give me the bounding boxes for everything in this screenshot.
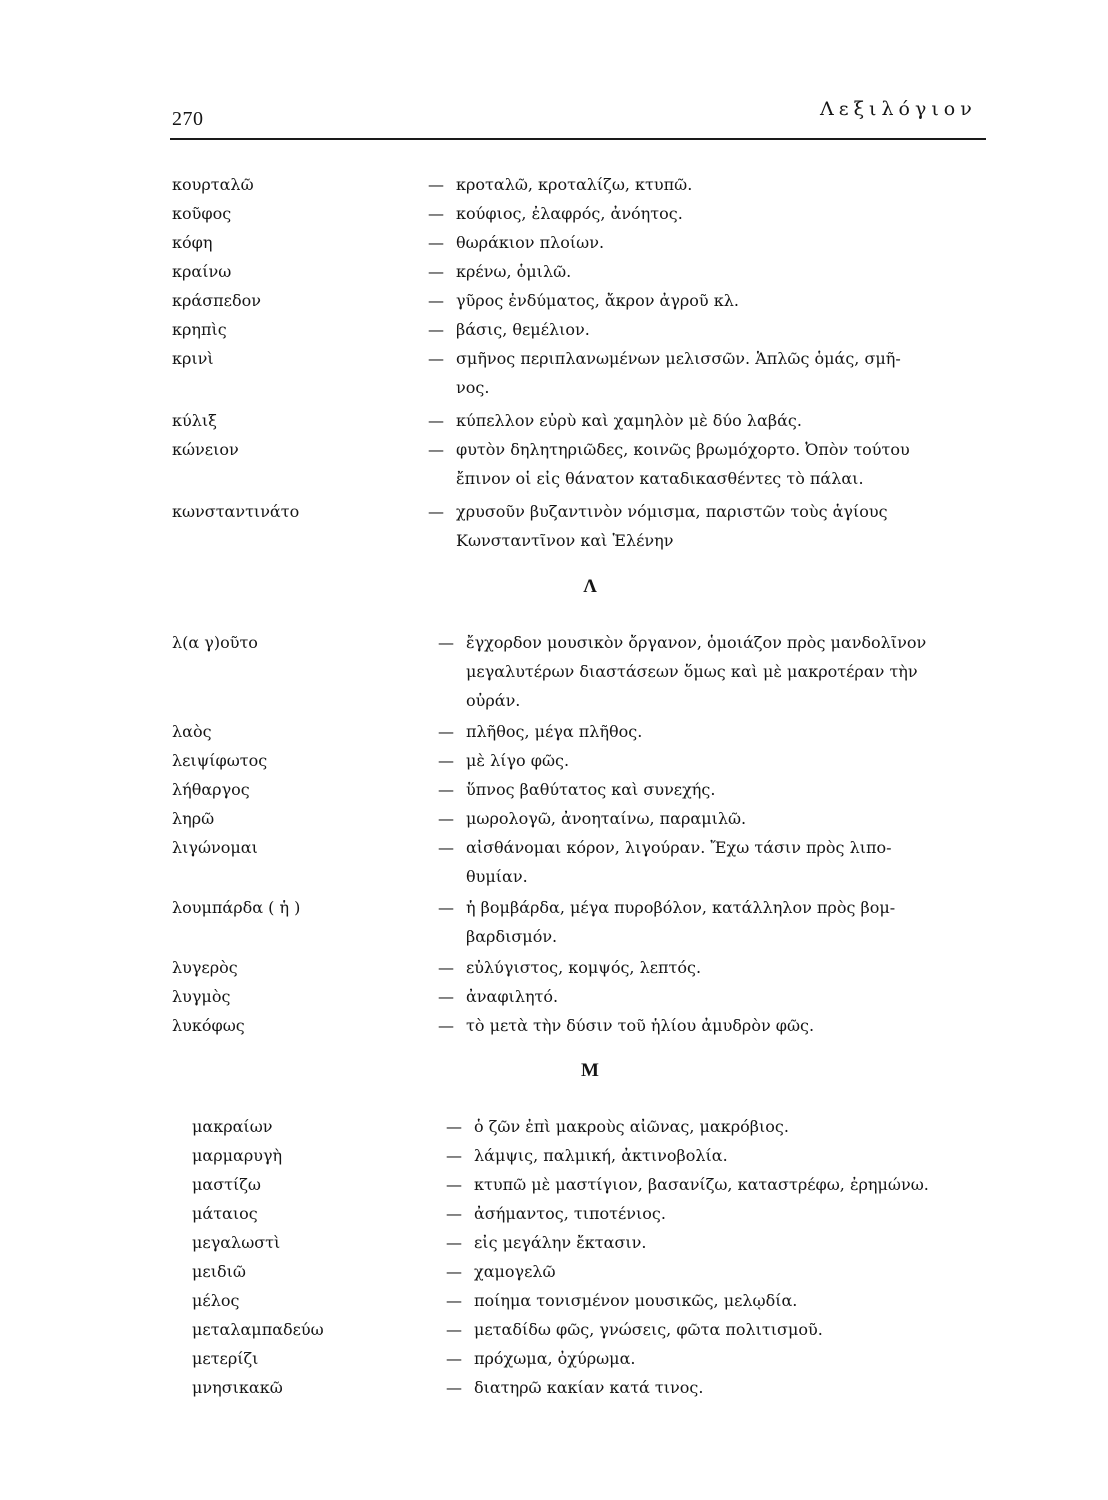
entry-dash: — (428, 291, 444, 310)
dictionary-entry (0, 257, 1108, 286)
dictionary-entry (0, 833, 1108, 891)
definition-line: μεγαλυτέρων διαστάσεων ὅμως καὶ μὲ μακροτέραν τὴν (466, 662, 918, 681)
definition-line: φυτὸν δηλητηριῶδες, κοινῶς βρωμόχορτο. Ὀπὸν τούτου (456, 440, 910, 459)
dictionary-entry (0, 1170, 1108, 1199)
dictionary-entry (0, 775, 1108, 804)
entry-term: μεγαλωστὶ (192, 1233, 281, 1252)
dictionary-entry (0, 1257, 1108, 1286)
dictionary-entry (0, 893, 1108, 951)
entry-dash: — (438, 722, 454, 741)
entry-term: λαὸς (172, 722, 212, 741)
entry-term: κρινὶ (172, 349, 214, 368)
entry-dash: — (446, 1291, 462, 1310)
entry-term: κύλιξ (172, 411, 217, 430)
dictionary-entry (0, 1373, 1108, 1402)
dictionary-entry (0, 406, 1108, 435)
entry-definition (428, 228, 1108, 257)
entry-dash: — (438, 809, 454, 828)
definition-line: μεταδίδω φῶς, γνώσεις, φῶτα πολιτισμοῦ. (474, 1320, 823, 1339)
dictionary-entry (0, 1344, 1108, 1373)
definition-line: οὐράν. (466, 691, 521, 710)
entry-term: κόφη (172, 233, 213, 252)
definition-line: κροταλῶ, κροταλίζω, κτυπῶ. (456, 175, 693, 194)
entry-definition (438, 1011, 1108, 1040)
entry-definition (438, 804, 1108, 833)
entry-term: λιγώνομαι (172, 838, 258, 857)
definition-line: ἔγχορδον μουσικὸν ὄργανον, ὁμοιάζον πρὸς μανδολῖνον (466, 633, 927, 652)
definition-line: θυμίαν. (466, 867, 528, 886)
section-letter-mu: Μ (581, 1060, 599, 1081)
dictionary-entry (0, 1286, 1108, 1315)
section-letter-lambda: Λ (583, 576, 597, 597)
dictionary-entry (0, 286, 1108, 315)
entry-dash: — (438, 898, 454, 917)
entry-dash: — (446, 1262, 462, 1281)
entry-term: λειψίφωτος (172, 751, 268, 770)
entry-dash: — (438, 633, 454, 652)
definition-line: Κωνσταντῖνον καὶ Ἑλένην (456, 531, 674, 550)
entry-term: κώνειον (172, 440, 239, 459)
definition-line: βάσις, θεμέλιον. (456, 320, 590, 339)
entry-term: κοῦφος (172, 204, 232, 223)
entry-term: ληρῶ (172, 809, 215, 828)
entry-dash: — (446, 1146, 462, 1165)
entry-dash: — (446, 1233, 462, 1252)
entry-definition (446, 1228, 1108, 1257)
entry-dash: — (446, 1349, 462, 1368)
entry-definition (438, 953, 1108, 982)
running-title: Λεξιλόγιον (820, 98, 977, 120)
dictionary-entry (0, 497, 1108, 555)
entry-dash: — (438, 1016, 454, 1035)
entry-term: μαστίζω (192, 1175, 261, 1194)
entry-term: μαρμαρυγὴ (192, 1146, 283, 1165)
entry-dash: — (428, 440, 444, 459)
entry-dash: — (428, 233, 444, 252)
entry-definition (428, 344, 1108, 402)
entry-term: λουμπάρδα ( ἡ ) (172, 898, 301, 917)
dictionary-entry (0, 628, 1108, 715)
entry-term: κουρταλῶ (172, 175, 254, 194)
entry-term: λ(α γ)οῦτο (172, 633, 258, 652)
dictionary-entry (0, 804, 1108, 833)
definition-line: ἔπινον οἱ εἰς θάνατον καταδικασθέντες τὸ πάλαι. (456, 469, 864, 488)
entry-dash: — (446, 1117, 462, 1136)
definition-line: πρόχωμα, ὀχύρωμα. (474, 1349, 636, 1368)
dictionary-entry (0, 1315, 1108, 1344)
entry-definition (428, 406, 1108, 435)
entry-definition (428, 257, 1108, 286)
entry-dash: — (446, 1175, 462, 1194)
entry-dash: — (438, 751, 454, 770)
entry-term: μέλος (192, 1291, 240, 1310)
entry-dash: — (428, 320, 444, 339)
definition-line: γῦρος ἐνδύματος, ἄκρον ἀγροῦ κλ. (456, 291, 739, 310)
entry-dash: — (446, 1204, 462, 1223)
dictionary-entry (0, 435, 1108, 493)
entry-term: λήθαργος (172, 780, 250, 799)
entry-term: κωνσταντινάτο (172, 502, 300, 521)
entry-definition (428, 199, 1108, 228)
entry-dash: — (438, 838, 454, 857)
definition-line: νος. (456, 378, 490, 397)
entry-dash: — (428, 349, 444, 368)
entry-dash: — (438, 987, 454, 1006)
dictionary-entry (0, 982, 1108, 1011)
entry-definition (438, 746, 1108, 775)
entry-dash: — (428, 411, 444, 430)
definition-line: σμῆνος περιπλανωμένων μελισσῶν. Ἁπλῶς ὁμάς, σμῆ- (456, 349, 901, 368)
entry-term: λυγερὸς (172, 958, 238, 977)
dictionary-entry (0, 717, 1108, 746)
entry-definition (428, 286, 1108, 315)
entry-definition (428, 170, 1108, 199)
entry-definition (438, 775, 1108, 804)
entry-dash: — (438, 958, 454, 977)
entry-definition (446, 1373, 1108, 1402)
section-m (0, 1112, 1108, 1402)
entry-definition (446, 1170, 1108, 1199)
page-number: 270 (172, 108, 204, 130)
definition-line: κούφιος, ἐλαφρός, ἀνόητος. (456, 204, 683, 223)
dictionary-entry (0, 1011, 1108, 1040)
section-k (0, 170, 1108, 555)
entry-term: κράσπεδον (172, 291, 261, 310)
dictionary-entry (0, 199, 1108, 228)
definition-line: ἀναφιλητό. (466, 987, 559, 1006)
definition-line: ἡ βομβάρδα, μέγα πυροβόλον, κατάλληλον πρὸς βομ- (466, 898, 896, 917)
dictionary-entry (0, 1228, 1108, 1257)
dictionary-entry (0, 1199, 1108, 1228)
entry-term: μεταλαμπαδεύω (192, 1320, 324, 1339)
header-rule (170, 138, 986, 140)
dictionary-entry (0, 315, 1108, 344)
definition-line: κρένω, ὁμιλῶ. (456, 262, 572, 281)
dictionary-entry (0, 953, 1108, 982)
definition-line: ποίημα τονισμένον μουσικῶς, μελῳδία. (474, 1291, 798, 1310)
entry-definition (438, 628, 1108, 715)
definition-line: χαμογελῶ (474, 1262, 556, 1281)
definition-line: εὐλύγιστος, κομψός, λεπτός. (466, 958, 702, 977)
entry-definition (446, 1112, 1108, 1141)
entry-definition (428, 435, 1108, 493)
entry-dash: — (446, 1320, 462, 1339)
entry-term: λυγμὸς (172, 987, 231, 1006)
definition-line: διατηρῶ κακίαν κατά τινος. (474, 1378, 704, 1397)
entry-definition (446, 1344, 1108, 1373)
entry-term: κρηπὶς (172, 320, 227, 339)
entry-term: μετερίζι (192, 1349, 259, 1368)
definition-line: αἰσθάνομαι κόρον, λιγούραν. Ἔχω τάσιν πρὸς λιπο- (466, 838, 892, 857)
entry-dash: — (428, 502, 444, 521)
entry-term: μάταιος (192, 1204, 258, 1223)
entry-dash: — (428, 204, 444, 223)
definition-line: μωρολογῶ, ἀνοηταίνω, παραμιλῶ. (466, 809, 747, 828)
entry-dash: — (438, 780, 454, 799)
entry-definition (446, 1141, 1108, 1170)
definition-line: μὲ λίγο φῶς. (466, 751, 570, 770)
definition-line: εἰς μεγάλην ἔκτασιν. (474, 1233, 647, 1252)
dictionary-entry (0, 1112, 1108, 1141)
entry-definition (438, 833, 1108, 891)
dictionary-entry (0, 228, 1108, 257)
section-l (0, 628, 1108, 1040)
entry-definition (438, 982, 1108, 1011)
entry-term: μειδιῶ (192, 1262, 246, 1281)
entry-dash: — (428, 175, 444, 194)
dictionary-entry (0, 344, 1108, 402)
entry-term: μακραίων (192, 1117, 273, 1136)
entry-term: μνησικακῶ (192, 1378, 283, 1397)
entry-definition (438, 717, 1108, 746)
definition-line: πλῆθος, μέγα πλῆθος. (466, 722, 643, 741)
entry-definition (446, 1286, 1108, 1315)
entry-term: λυκόφως (172, 1016, 245, 1035)
definition-line: κύπελλον εὐρὺ καὶ χαμηλὸν μὲ δύο λαβάς. (456, 411, 802, 430)
definition-line: ὕπνος βαθύτατος καὶ συνεχής. (466, 780, 716, 799)
dictionary-entry (0, 1141, 1108, 1170)
definition-line: βαρδισμόν. (466, 927, 558, 946)
entry-definition (428, 497, 1108, 555)
definition-line: θωράκιον πλοίων. (456, 233, 605, 252)
entry-definition (438, 893, 1108, 951)
dictionary-entry (0, 170, 1108, 199)
definition-line: ἀσήμαντος, τιποτένιος. (474, 1204, 666, 1223)
entry-definition (446, 1257, 1108, 1286)
entry-definition (428, 315, 1108, 344)
definition-line: κτυπῶ μὲ μαστίγιον, βασανίζω, καταστρέφω, ἐρημώνω. (474, 1175, 929, 1194)
entry-definition (446, 1315, 1108, 1344)
dictionary-entry (0, 746, 1108, 775)
definition-line: λάμψις, παλμική, ἀκτινοβολία. (474, 1146, 728, 1165)
entry-term: κραίνω (172, 262, 232, 281)
entry-definition (446, 1199, 1108, 1228)
entry-dash: — (446, 1378, 462, 1397)
definition-line: χρυσοῦν βυζαντινὸν νόμισμα, παριστῶν τοὺς ἁγίους (456, 502, 888, 521)
definition-line: τὸ μετὰ τὴν δύσιν τοῦ ἡλίου ἀμυδρὸν φῶς. (466, 1016, 815, 1035)
definition-line: ὁ ζῶν ἐπὶ μακροὺς αἰῶνας, μακρόβιος. (474, 1117, 789, 1136)
entry-dash: — (428, 262, 444, 281)
